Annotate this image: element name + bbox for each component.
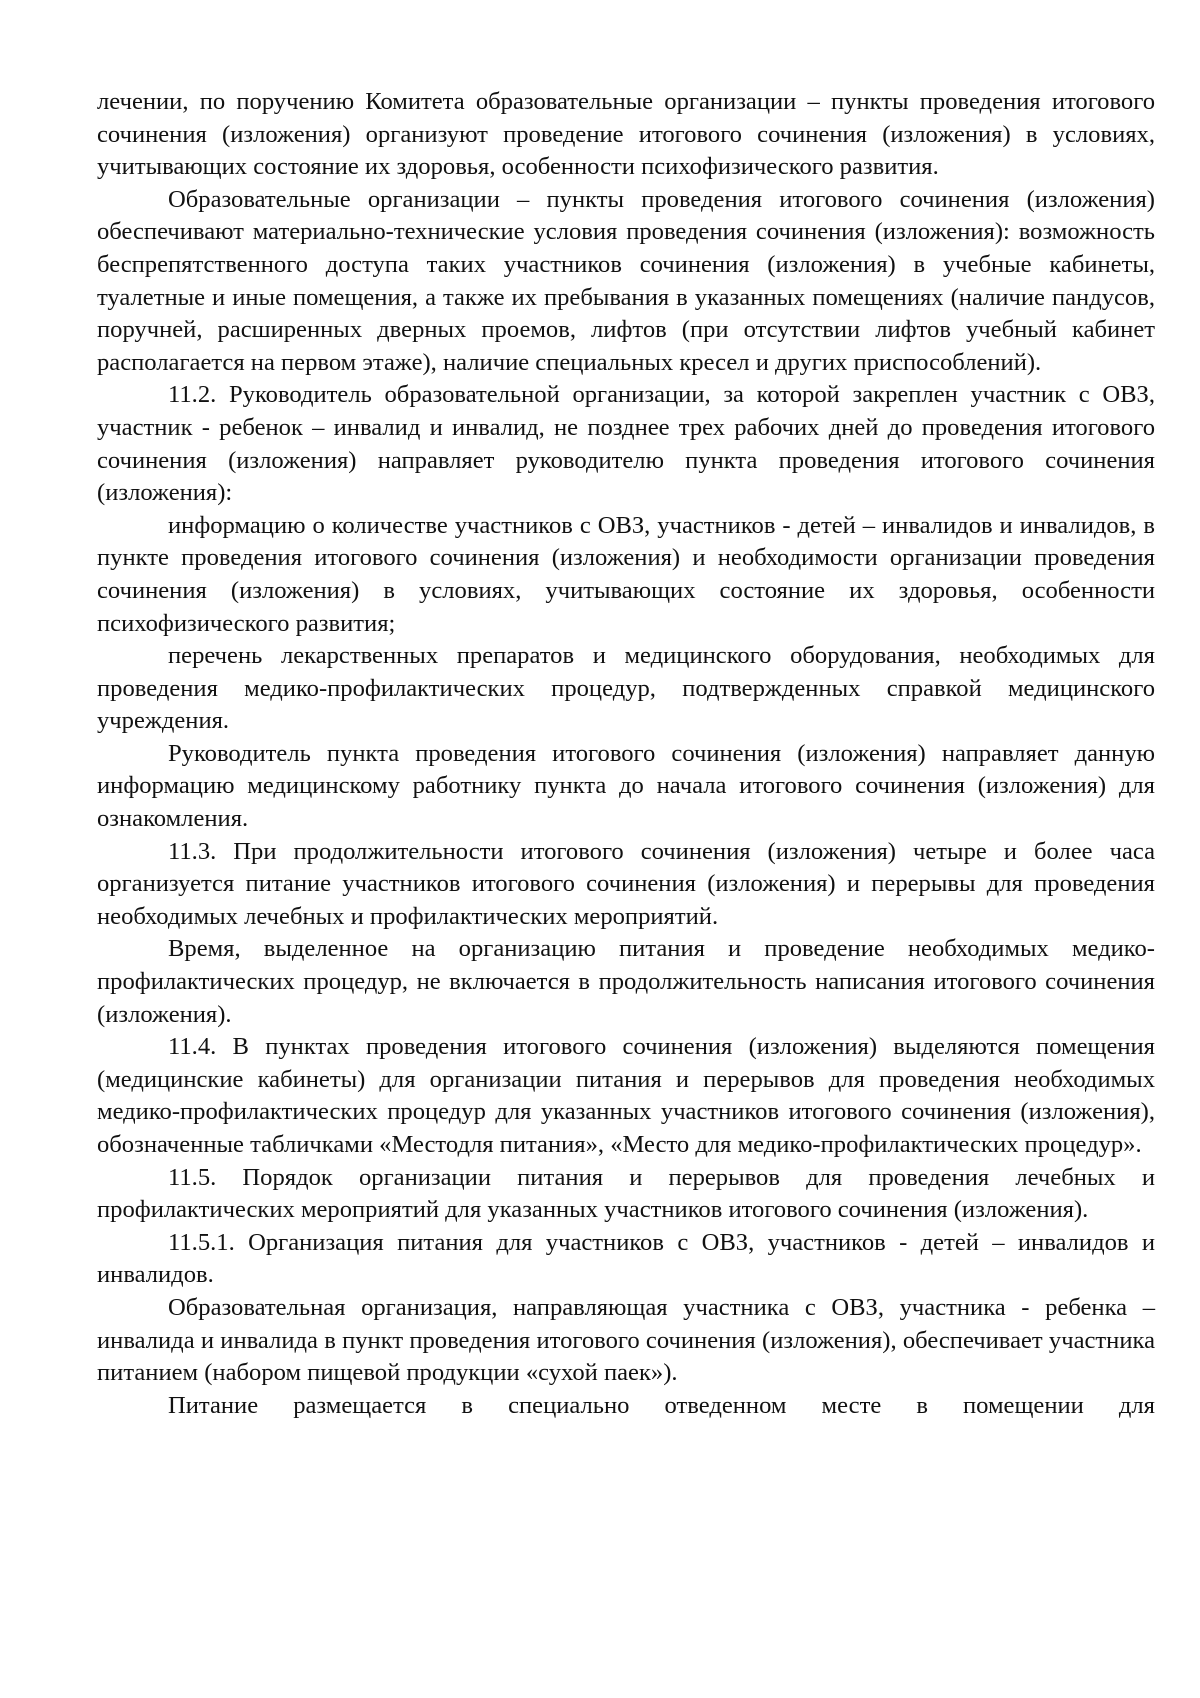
paragraph-food-placement: Питание размещается в специально отведенном месте в помещении для: [168, 1391, 1155, 1419]
document-page: [97, 86, 1155, 1422]
paragraph-dry-ration: Образовательная организация, направляющая участника с ОВЗ, участника - ребенка – инвалида и инвалида в пункт проведения итогового сочинения (изложения), обеспечивает участника питанием (набором пищевой продукции «сухой паек»).: [97, 1293, 1155, 1387]
paragraph-medicine-list: перечень лекарственных препаратов и медицинского оборудования, необходимых для проведения медико-профилактических процедур, подтвержденных справкой медицинского учреждения.: [97, 642, 1155, 735]
paragraph-time-not-included: Время, выделенное на организацию питания и проведение необходимых медико-профилактических процедур, не включается в продолжительность написания итогового сочинения (изложения).: [97, 935, 1155, 1028]
paragraph-11-5-1: 11.5.1. Организация питания для участников с ОВЗ, участников - детей – инвалидов и инвалидов.: [97, 1228, 1155, 1289]
paragraph-participant-info: информацию о количестве участников с ОВЗ, участников - детей – инвалидов и инвалидов, в пункте проведения итогового сочинения (изложения) и необходимости организации проведения сочинения (изложения) в условиях, учитывающих состояние их здоровья, особенности психофизического развития;: [97, 511, 1155, 637]
paragraph-11-2: 11.2. Руководитель образовательной организации, за которой закреплен участник с ОВЗ, участник - ребенок – инвалид и инвалид, не позднее трех рабочих дней до проведения итогового сочинения (изложения) направляет руководителю пункта проведения итогового сочинения (изложения):: [97, 381, 1155, 507]
paragraph-11-4: 11.4. В пунктах проведения итогового сочинения (изложения) выделяются помещения (медицинские кабинеты) для организации питания и перерывов для проведения необходимых медико-профилактических процедур для указанных участников итогового сочинения (изложения), обозначенные табличками «Местодля питания», «Место для медико-профилактических процедур».: [97, 1033, 1155, 1158]
paragraph-head-sends-info: Руководитель пункта проведения итогового сочинения (изложения) направляет данную информацию медицинскому работнику пункта до начала итогового сочинения (изложения) для ознакомления.: [97, 739, 1155, 833]
paragraph-11-3: 11.3. При продолжительности итогового сочинения (изложения) четыре и более часа организуется питание участников итогового сочинения (изложения) и перерывы для проведения необходимых лечебных и профилактических мероприятий.: [97, 837, 1155, 930]
paragraph-11-5: 11.5. Порядок организации питания и перерывов для проведения лечебных и профилактических мероприятий для указанных участников итогового сочинения (изложения).: [97, 1163, 1155, 1224]
paragraph-material-conditions: Образовательные организации – пункты проведения итогового сочинения (изложения) обеспечивают материально-технические условия проведения сочинения (изложения): возможность беспрепятственного доступа таких участников сочинения (изложения) в учебные кабинеты, туалетные и иные помещения, а также их пребывания в указанных помещениях (наличие пандусов, поручней, расширенных дверных проемов, лифтов (при отсутствии лифтов учебный кабинет располагается на первом этаже), наличие специальных кресел и других приспособлений).: [97, 185, 1155, 376]
paragraph-continuation: лечении, по поручению Комитета образовательные организации – пункты проведения итогового сочинения (изложения) организуют проведение итогового сочинения (изложения) в условиях, учитывающих состояние их здоровья, особенности психофизического развития.: [97, 88, 1155, 181]
